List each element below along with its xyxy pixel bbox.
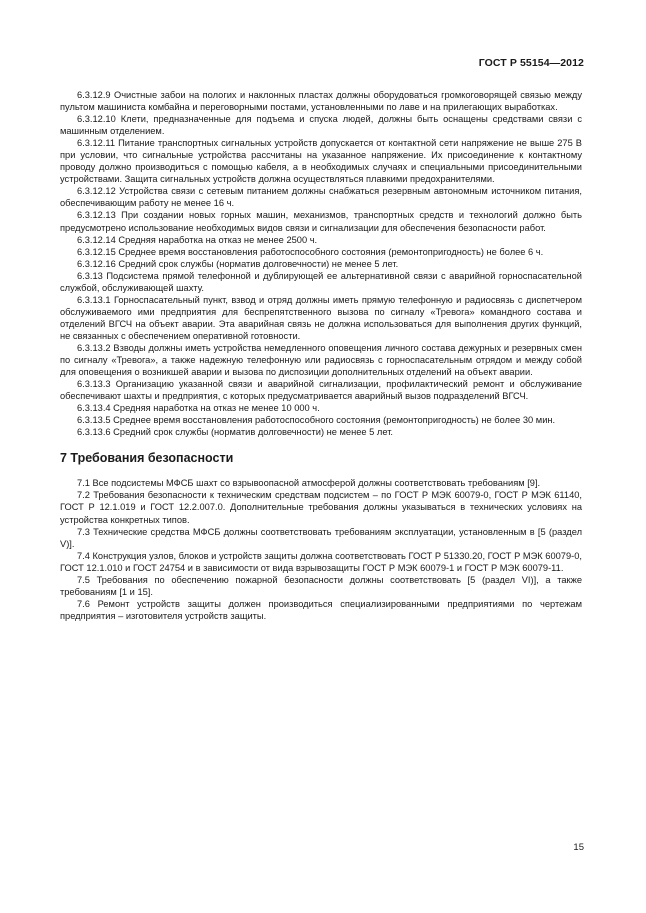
paragraph-7-5: 7.5 Требования по обеспечению пожарной безопасности должны соответствовать [5 (раздел VI)], а также требованиям [1 и 15]. xyxy=(60,574,582,597)
paragraph-7-3: 7.3 Технические средства МФСБ должны соответствовать требованиям эксплуатации, установленным в [5 (раздел V)]. xyxy=(60,526,582,549)
paragraph-7-6: 7.6 Ремонт устройств защиты должен производиться специализированными предприятиями по чертежам предприятия – изготовителя устройств защиты. xyxy=(60,598,582,621)
paragraph-6-3-12-13: 6.3.12.13 При создании новых горных машин, механизмов, транспортных средств и технологий должно быть предусмотрено использование необходимых видов связи и сигнализации для обеспечения безопасности работ. xyxy=(60,210,582,233)
document-body xyxy=(60,89,582,622)
paragraph-7-2: 7.2 Требования безопасности к техническим средствам подсистем – по ГОСТ Р МЭК 60079-0, ГОСТ Р МЭК 61140, ГОСТ Р 12.1.019 и ГОСТ 12.2.007.0. Дополнительные требования должны указываться в технических условиях на устройства конкретных типов. xyxy=(60,490,582,525)
paragraph-6-3-12-14: 6.3.12.14 Средняя наработка на отказ не менее 2500 ч. xyxy=(77,234,318,245)
paragraph-6-3-13-5: 6.3.13.5 Среднее время восстановления работоспособного состояния (ремонтопригодность) не более 30 мин. xyxy=(77,415,556,426)
section-title: 7 Требования безопасности xyxy=(60,451,234,466)
paragraph-6-3-13-2: 6.3.13.2 Взводы должны иметь устройства немедленного оповещения личного состава дежурных и резервных смен по сигналу «Тревога», а также надежную телефонную или радиосвязь с горноспасательным отрядом и между собой для оповещения о возникшей аварии и вызова по диспозиции дополнительных отделений на объект аварии. xyxy=(60,342,582,378)
paragraph-6-3-13-1: 6.3.13.1 Горноспасательный пункт, взвод и отряд должны иметь прямую телефонную и радиосвязь с диспетчером обслуживаемого ими предприятия для беспрепятственного вызова по сигналу «Тревога» командного состава и отделений ВГСЧ на объект аварии. Эта аварийная связь не должна использоваться для выполнения других функций, не связанных с обеспечением оперативной готовности. xyxy=(60,294,582,341)
page-number: 15 xyxy=(573,842,584,853)
paragraph-6-3-12-11: 6.3.12.11 Питание транспортных сигнальных устройств допускается от контактной сети напряжение не выше 275 В при условии, что сигнальные устройства рассчитаны на указанное напряжение. Их присоединение к контактному проводу должно производиться с помощью кабеля, а в необходимых случаях и специальными присоединительными устройствами. Защита сигнальных устройств должна осуществляться плавкими предохранителями. xyxy=(60,138,582,185)
paragraph-6-3-13-6: 6.3.13.6 Средний срок службы (норматив долговечности) не менее 5 лет. xyxy=(77,427,393,438)
paragraph-6-3-12-12: 6.3.12.12 Устройства связи с сетевым питанием должны снабжаться резервным автономным источником питания, обеспечивающим работу не менее 16 ч. xyxy=(60,186,582,209)
paragraph-6-3-13-3: 6.3.13.3 Организацию указанной связи и аварийной сигнализации, профилактический ремонт и обслуживание обеспечивают шахты и предприятия, с которых предусматривается аварийный вызов подразделений ВГСЧ. xyxy=(60,379,582,402)
paragraph-7-1: 7.1 Все подсистемы МФСБ шахт со взрывоопасной атмосферой должны соответствовать требованиям [9]. xyxy=(77,478,541,489)
paragraph-7-4: 7.4 Конструкция узлов, блоков и устройств защиты должна соответствовать ГОСТ Р 51330.20, ГОСТ Р МЭК 60079-0, ГОСТ 12.1.010 и ГОСТ 24754 и в зависимости от вида взрывозащиты ГОСТ Р МЭК 60079-1 и ГОСТ Р МЭК 60079-11. xyxy=(60,550,582,573)
paragraph-6-3-13: 6.3.13 Подсистема прямой телефонной и дублирующей ее альтернативной связи с аварийной горноспасательной службой, обслуживающей шахту. xyxy=(60,270,582,293)
paragraph-6-3-12-9: 6.3.12.9 Очистные забои на пологих и наклонных пластах должны оборудоваться громкоговорящей связью между пультом машиниста комбайна и переговорными постами, установленными по лаве и на прилегающих выработках. xyxy=(60,90,582,113)
paragraph-6-3-12-10: 6.3.12.10 Клети, предназначенные для подъема и спуска людей, должны быть оснащены средствами связи с машинным отделением. xyxy=(60,114,582,137)
paragraph-6-3-12-15: 6.3.12.15 Среднее время восстановления работоспособного состояния (ремонтопригодность) не более 6 ч. xyxy=(77,246,544,257)
paragraph-6-3-13-4: 6.3.13.4 Средняя наработка на отказ не менее 10 000 ч. xyxy=(77,403,320,414)
document-header: ГОСТ Р 55154—2012 xyxy=(478,57,584,69)
paragraph-6-3-12-16: 6.3.12.16 Средний срок службы (норматив долговечности) не менее 5 лет. xyxy=(77,258,399,269)
